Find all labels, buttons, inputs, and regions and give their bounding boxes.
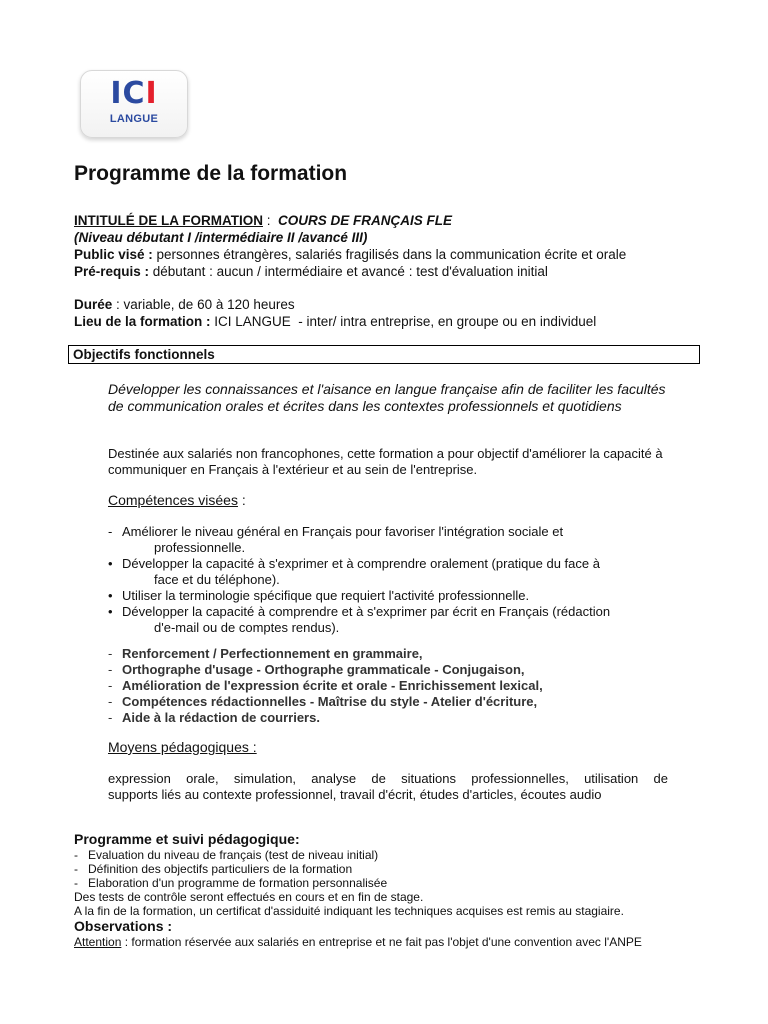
intitule-separator: : [262, 213, 278, 228]
attention-label: Attention [74, 935, 122, 949]
theme-item: - Aide à la rédaction de courriers. [108, 710, 320, 725]
competence-item [108, 604, 668, 636]
theme-text: Orthographe d'usage - Orthographe grammaticale - Conjugaison, [122, 662, 525, 677]
competence-text: Améliorer le niveau général en Français pour favoriser l'intégration sociale et [122, 524, 564, 539]
public-label: Public visé : [74, 247, 153, 262]
objectifs-description: Destinée aux salariés non francophones, cette formation a pour objectif d'améliorer la capacité à communiquer en Français à l'extérieur et au sein de l'entreprise. [108, 446, 663, 477]
intitule-niveau: (Niveau débutant I /intermédiaire II /avancé III) [74, 230, 368, 245]
list-marker: - [108, 524, 113, 539]
observations-line [74, 935, 642, 949]
moyens-text [108, 771, 668, 803]
competence-item [108, 556, 668, 588]
programme-item: - Elaboration d'un programme de formation personnalisée [74, 876, 388, 890]
public-value: personnes étrangères, salariés fragilisés dans la communication écrite et orale [152, 247, 627, 262]
page-title: Programme de la formation [74, 162, 348, 185]
competences-list [108, 524, 668, 636]
themes-list [108, 646, 543, 726]
programme-item: - Evaluation du niveau de français (test de niveau initial) [74, 848, 379, 862]
theme-text: Renforcement / Perfectionnement en grammaire, [122, 646, 423, 661]
public-line [74, 246, 626, 263]
list-marker: • [108, 556, 113, 571]
competences-heading-suffix: : [237, 492, 246, 508]
duree-line [74, 296, 295, 313]
theme-item: - Renforcement / Perfectionnement en grammaire, [108, 646, 423, 661]
theme-item: - Compétences rédactionnelles - Maîtrise du style - Atelier d'écriture, [108, 694, 538, 709]
prerequis-line [74, 263, 548, 280]
programme-note-2: A la fin de la formation, un certificat d'assiduité indiquant les techniques acquises est remis au stagiaire. [74, 904, 624, 918]
competence-text: Utiliser la terminologie spécifique que requiert l'activité professionnelle. [122, 588, 530, 603]
observations-text: : formation réservée aux salariés en entreprise et ne fait pas l'objet d'une convention avec l'ANPE [121, 935, 642, 949]
programme-item-text: Elaboration d'un programme de formation personnalisée [88, 876, 388, 890]
prerequis-label: Pré-requis : [74, 264, 150, 279]
theme-item: - Amélioration de l'expression écrite et orale - Enrichissement lexical, [108, 678, 543, 693]
programme-item: - Définition des objectifs particuliers de la formation [74, 862, 353, 876]
programme-item-text: Evaluation du niveau de français (test de niveau initial) [88, 848, 379, 862]
competence-text-continued: professionnelle. [154, 540, 246, 555]
list-marker: • [108, 604, 113, 619]
logo-mark-left: IC [110, 76, 146, 111]
competences-heading-label: Compétences visées [108, 492, 238, 508]
observations-heading: Observations : [74, 918, 173, 934]
moyens-line-2: supports liés au contexte professionnel, travail d'écrit, études d'articles, écoutes audio [108, 787, 602, 802]
competence-text-continued: d'e-mail ou de comptes rendus). [154, 620, 340, 635]
logo-brand-text: LANGUE [109, 113, 159, 125]
logo-mark-right: I [145, 76, 158, 111]
list-marker: • [108, 588, 113, 603]
competence-text: Développer la capacité à comprendre et à s'exprimer par écrit en Français (rédaction [122, 604, 611, 619]
intitule-label: INTITULÉ DE LA FORMATION [74, 213, 263, 228]
programme-item-text: Définition des objectifs particuliers de la formation [88, 862, 353, 876]
competence-item [108, 524, 668, 556]
moyens-line-1: expression orale, simulation, analyse de situations professionnelles, utilisation de [108, 771, 668, 786]
theme-item: - Orthographe d'usage - Orthographe grammaticale - Conjugaison, [108, 662, 525, 677]
lieu-value: ICI LANGUE - inter/ intra entreprise, en groupe ou en individuel [210, 314, 597, 329]
intitule-value: COURS DE FRANÇAIS FLE [278, 213, 453, 228]
lieu-line [74, 313, 596, 330]
logo-mark [81, 76, 187, 111]
competence-text-continued: face et du téléphone). [154, 572, 280, 587]
competences-heading [108, 492, 246, 509]
lieu-label: Lieu de la formation : [74, 314, 211, 329]
theme-text: Compétences rédactionnelles - Maîtrise du style - Atelier d'écriture, [122, 694, 538, 709]
theme-text: Aide à la rédaction de courriers. [122, 710, 320, 725]
duree-value: : variable, de 60 à 120 heures [112, 297, 295, 312]
competence-text: Développer la capacité à s'exprimer et à comprendre oralement (pratique du face à [122, 556, 600, 571]
competence-item [108, 588, 668, 604]
programme-note-1: Des tests de contrôle seront effectués en cours et en fin de stage. [74, 890, 424, 904]
programme-heading: Programme et suivi pédagogique: [74, 831, 300, 847]
moyens-heading: Moyens pédagogiques : [108, 739, 257, 755]
objectifs-intro: Développer les connaissances et l'aisance en langue française afin de faciliter les facultés de communication orales et écrites dans les contextes professionnels et quotidiens [108, 381, 666, 414]
duree-label: Durée [74, 297, 113, 312]
intitule-line [74, 212, 452, 229]
prerequis-value: débutant : aucun / intermédiaire et avancé : test d'évaluation initial [149, 264, 548, 279]
theme-text: Amélioration de l'expression écrite et orale - Enrichissement lexical, [122, 678, 543, 693]
ici-langue-logo [80, 70, 188, 138]
objectifs-heading: Objectifs fonctionnels [68, 345, 700, 364]
